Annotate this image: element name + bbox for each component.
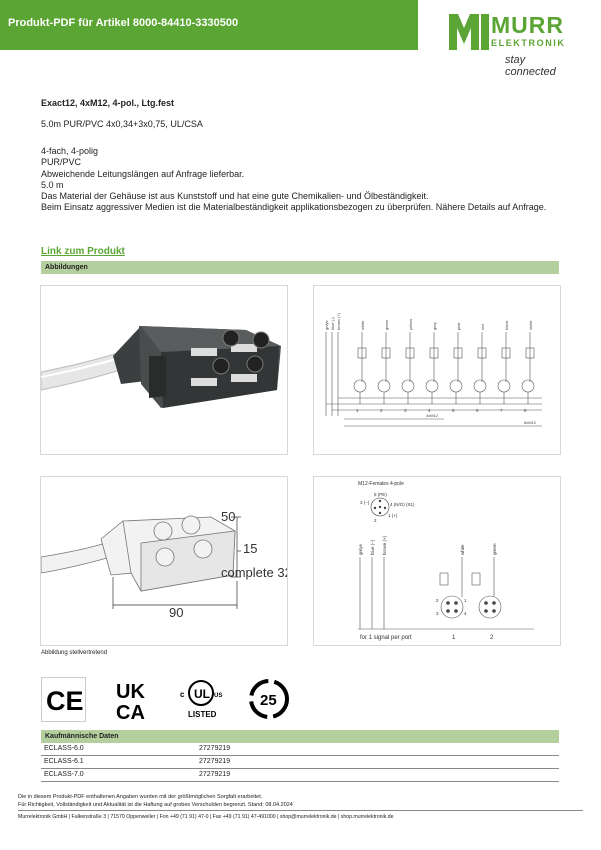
logo-word-elektronik: ELEKTRONIK	[491, 38, 566, 48]
bus-label: 8xM12	[524, 420, 537, 425]
footer-divider	[18, 810, 583, 811]
m12-pinout-svg	[314, 477, 560, 645]
svg-text:LISTED: LISTED	[188, 710, 217, 719]
wire-label: white	[360, 320, 365, 330]
svg-text:CA: CA	[116, 702, 145, 722]
wire-label: brown (+)	[382, 535, 387, 555]
dimension-drawing	[40, 476, 288, 646]
row-key: ECLASS-7.0	[44, 771, 84, 778]
dimension-drawing-svg	[41, 477, 287, 645]
signal-note: for 1 signal per port	[360, 635, 412, 641]
wire-label: pink	[456, 322, 461, 330]
dimension-label: 50	[221, 509, 236, 524]
ukca-mark-icon	[112, 677, 157, 722]
rohs-25-mark-icon	[247, 677, 292, 722]
pin-label: 1 (+)	[388, 513, 398, 518]
port-number: 1	[452, 635, 456, 641]
description-line: Das Material der Gehäuse ist aus Kunststoff und hat eine gute Chemikalien- und Ölbeständigkeit.	[41, 191, 429, 202]
logo-slogan: stay connected	[505, 54, 556, 78]
port-number: 4	[428, 408, 431, 413]
footer-line: Für Richtigkeit, Vollständigkeit und Aktualität ist die Haftung auf grobes Verschulden begrenzt. Stand: 08.04.2024	[18, 801, 293, 808]
commercial-section-title: Kaufmännische Daten	[45, 733, 119, 740]
row-value: 27279219	[199, 745, 231, 752]
port-number: 2	[380, 408, 383, 413]
wire-label: yellow	[408, 318, 413, 330]
murr-logo-icon	[449, 14, 491, 50]
dimension-label: 15	[243, 541, 258, 556]
wire-label: red	[480, 324, 485, 330]
table-row	[41, 756, 559, 769]
table-row	[41, 743, 559, 756]
m12-socket	[402, 380, 414, 392]
product-photo	[40, 285, 288, 455]
product-title: Exact12, 4xM12, 4-pol., Ltg.fest	[41, 98, 175, 108]
m12-socket	[354, 380, 366, 392]
svg-text:US: US	[214, 693, 223, 699]
description-line: 5.0 m	[41, 179, 64, 190]
wire-label: green	[384, 319, 389, 330]
footer-line: Die in diesem Produkt-PDF enthaltenen Angaben wurden mit der größtmöglichen Sorgfalt erarbeitet.	[18, 794, 263, 800]
bus-label: 4xM12	[426, 413, 439, 418]
description-line: PUR/PVC	[41, 157, 82, 168]
ul-listed-mark-icon	[176, 677, 221, 722]
description-line: Abweichende Leitungslängen auf Anfrage lieferbar.	[41, 168, 245, 179]
pin-label: 2	[374, 518, 377, 523]
svg-text:UK: UK	[116, 681, 145, 703]
wire-label: gn/ye	[358, 543, 363, 555]
row-value: 27279219	[199, 771, 231, 778]
m12-socket	[450, 380, 462, 392]
wire-label: green	[492, 543, 497, 555]
dimension-label: 90	[169, 605, 184, 620]
m12-socket	[426, 380, 438, 392]
product-subtitle: 5.0m PUR/PVC 4x0,34+3x0,75, UL/CSA	[41, 119, 203, 129]
wire-label: blue (-)	[330, 317, 335, 330]
product-link[interactable]: Link zum Produkt	[41, 246, 125, 257]
footer-contact: Murrelektronik GmbH | Falkenstraße 3 | 71570 Oppenweiler | Fon +49 (71 91) 47-0 | Fax +49 (71 91) 47-491000 | shop@murrelektronik.de | shop.murrelektronik.de	[18, 814, 394, 820]
pin-label: 4 (N/O) (S1)	[390, 502, 415, 507]
svg-text:UL: UL	[194, 687, 210, 701]
port-number: 3	[404, 408, 407, 413]
port-number: 7	[500, 408, 503, 413]
svg-text:25: 25	[260, 692, 277, 709]
pin-number: 1	[464, 598, 467, 603]
m12-socket	[474, 380, 486, 392]
images-section-title: Abbildungen	[45, 264, 88, 271]
wire-label: blue (–)	[370, 539, 375, 555]
port-number: 5	[452, 408, 455, 413]
footer-disclaimer	[18, 794, 293, 809]
image-caption: Abbildung stellvertretend	[41, 650, 108, 656]
m12-pinout-diagram	[313, 476, 561, 646]
m12-socket	[498, 380, 510, 392]
port-number: 1	[356, 408, 359, 413]
wire-label: white	[460, 544, 465, 555]
header-title: Produkt-PDF für Artikel 8000-84410-3330500	[8, 17, 239, 29]
wiring-diagram-svg	[314, 286, 560, 454]
m12-socket	[522, 380, 534, 392]
header-bar	[0, 0, 418, 50]
port-number: 8	[524, 408, 527, 413]
pin-number: 2	[436, 598, 439, 603]
svg-text:c: c	[180, 690, 185, 699]
pin-label: 3 (–)	[360, 500, 370, 505]
port-number: 2	[490, 635, 494, 641]
row-value: 27279219	[199, 758, 231, 765]
logo-word-murr: MURR	[491, 12, 564, 38]
description-line: Beim Einsatz aggressiver Medien ist die Materialbeständigkeit applikationsbezogen zu überprüfen. Nähere Details auf Anfrage.	[41, 202, 547, 213]
wire-label: gn/ye	[324, 320, 329, 330]
pin-label: 5 (PE)	[374, 492, 387, 497]
dimension-label: complete 32	[221, 565, 287, 580]
images-section-header	[41, 261, 559, 274]
wire-label: violet	[528, 320, 533, 330]
table-row	[41, 769, 559, 782]
row-key: ECLASS-6.0	[44, 745, 84, 752]
row-key: ECLASS-6.1	[44, 758, 84, 765]
wire-label: grey	[432, 322, 437, 330]
wiring-diagram	[313, 285, 561, 455]
port-number: 6	[476, 408, 479, 413]
wire-label: brown (+)	[336, 312, 341, 330]
pin-number: 3	[436, 611, 439, 616]
wire-label: black	[504, 320, 509, 330]
description-line: 4-fach, 4-polig	[41, 146, 99, 156]
svg-text:CE: CE	[46, 686, 84, 716]
pinout-title: M12-Females 4-pole	[358, 481, 404, 487]
commercial-section-header	[41, 730, 559, 743]
pin-number: 4	[464, 611, 467, 616]
product-description	[41, 146, 561, 214]
murr-logo	[449, 12, 569, 78]
ce-mark-icon	[41, 677, 86, 722]
m12-socket	[378, 380, 390, 392]
